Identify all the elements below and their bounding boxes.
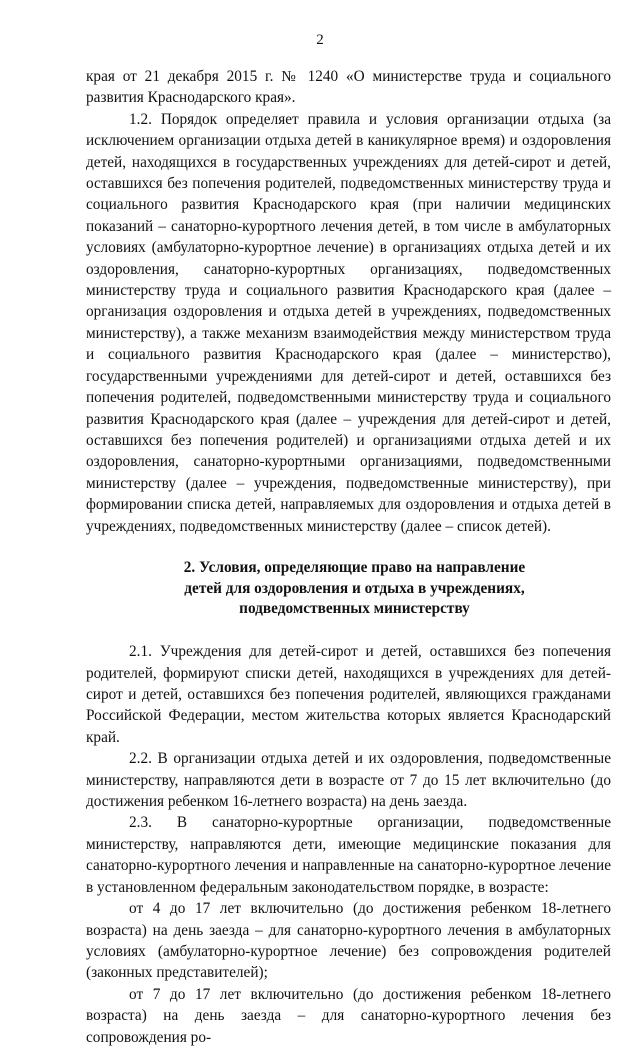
paragraph-2-3: 2.3. В санаторно-курортные организации, подведомственные министерству, направляются дети, имеющие медицинские показания для санаторно-курортного лечения и направленные на санаторно-курортное лечение в установленном федеральным законодательством порядке, в возрасте: [86, 814, 611, 896]
section-heading [86, 558, 611, 620]
paragraph-continuation: края от 21 декабря 2015 г. № 1240 «О министерстве труда и социального развития Краснодарского края». [86, 68, 611, 107]
spacer [86, 620, 611, 641]
paragraph-2-1: 2.1. Учреждения для детей-сирот и детей, оставшихся без попечения родителей, формируют списки детей, находящихся в учреждениях для детей-сирот и детей, оставшихся без попечения родителей, являющихся гражданами Российской Федерации, местом жительства которых является Краснодарский край. [86, 643, 611, 746]
section-heading-line: подведомственных министерству [239, 600, 470, 618]
paragraph-2-2: 2.2. В организации отдыха детей и их оздоровления, подведомственные министерству, направляются дети в возрасте от 7 до 15 лет включительно (до достижения ребенком 16-летнего возраста) на день заезда. [86, 750, 611, 811]
document-body [86, 66, 611, 1048]
paragraph-1-2: 1.2. Порядок определяет правила и условия организации отдыха (за исключением организации отдыха детей в каникулярное время) и оздоровления детей, находящихся в государственных учреждениях для детей-сирот и детей, оставшихся без попечения родителей, подведомственных министерству труда и социального развития Краснодарского края (при наличии медицинских показаний – санаторно-курортного лечения детей, в том числе в амбулаторных условиях (амбулаторно-курортное лечение) в организациях отдыха детей и их оздоровления, санаторно-курортных организациях, подведомственных министерству труда и социального развития Краснодарского края (далее – организация оздоровления и отдыха детей в учреждениях, подведомственных министерству), а также механизм взаимодействия между министерством труда и социального развития Краснодарского края (далее – министерство), государственными учреждениями для детей-сирот и детей, оставшихся без попечения родителей, подведомственными министерству труда и социального развития Краснодарского края (далее – учреждения для детей-сирот и детей, оставшихся без попечения родителей) и организациями отдыха детей и их оздоровления, санаторно-курортными организациями, подведомственными министерству (далее – учреждения, подведомственные министерству), при формировании списка детей, направляемых для оздоровления и отдыха детей в учреждениях, подведомственных министерству (далее – список детей). [86, 110, 611, 535]
paragraph-2-3-item-1: от 4 до 17 лет включительно (до достижения ребенком 18-летнего возраста) на день заезда – для санаторно-курортного лечения в амбулаторных условиях (амбулаторно-курортное лечение) без сопровождения родителей (законных представителей); [86, 900, 611, 982]
spacer [86, 537, 611, 558]
section-heading-line: 2. Условия, определяющие право на направление [183, 559, 526, 577]
paragraph-2-3-item-2: от 7 до 17 лет включительно (до достижения ребенком 18-летнего возраста) на день заезда – для санаторно-курортного лечения без сопровождения ро- [86, 985, 611, 1046]
section-heading-line: детей для оздоровления и отдыха в учреждениях, [184, 579, 525, 597]
page-number: 2 [316, 32, 324, 48]
